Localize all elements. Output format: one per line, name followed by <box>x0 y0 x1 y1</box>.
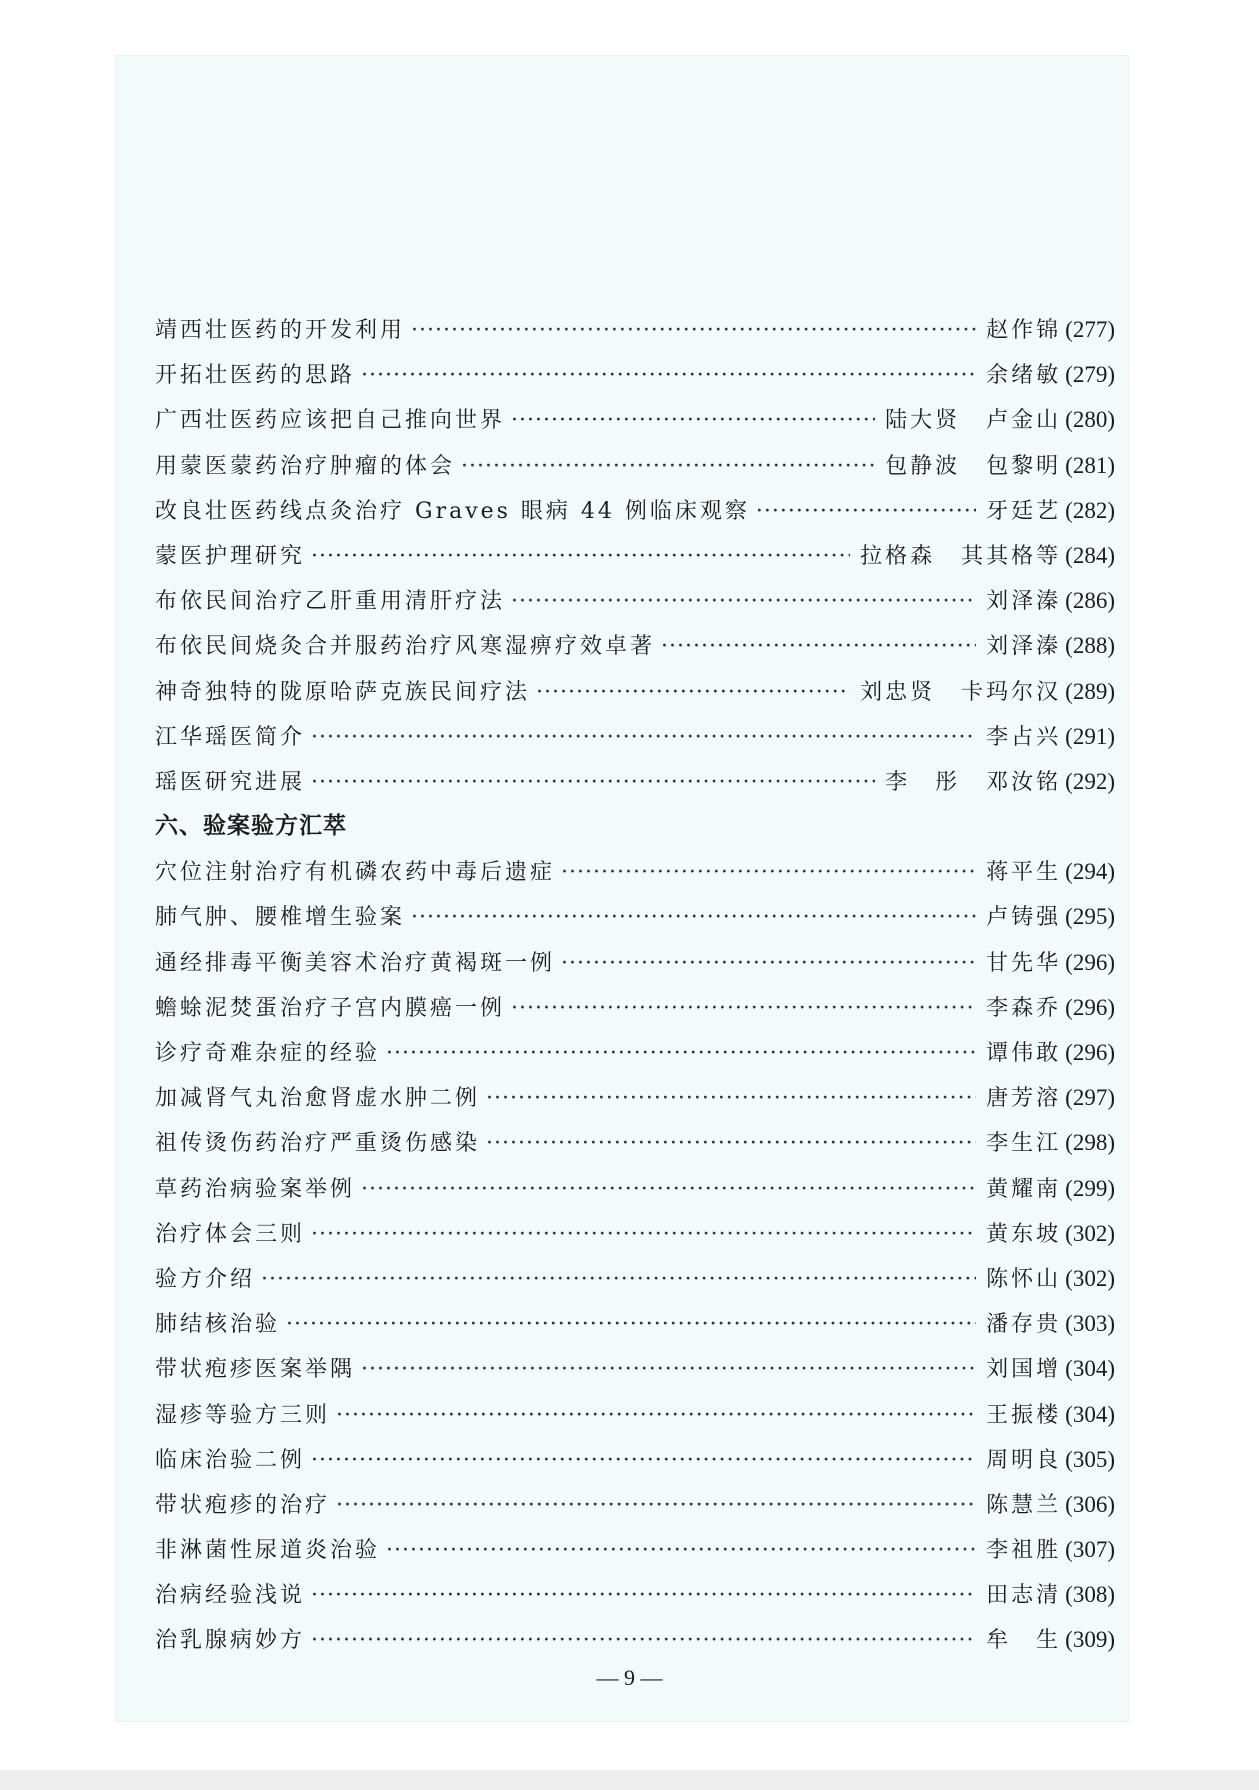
toc-entry-title: 非淋菌性尿道炎治验 <box>155 1538 381 1564</box>
toc-entry-authors <box>986 1573 1061 1618</box>
toc-entry <box>155 1301 1115 1346</box>
author-name: 邓汝铭 <box>986 769 1062 795</box>
author-name: 卢金山 <box>986 408 1062 434</box>
toc-entry-title: 江华瑶医简介 <box>155 724 306 750</box>
dot-leader <box>486 1121 976 1166</box>
toc-entry-page: (296) <box>1065 949 1115 975</box>
toc-entry <box>155 443 1115 488</box>
toc-entry <box>155 1437 1115 1482</box>
author-name: 卢铸强 <box>986 905 1062 931</box>
table-of-contents <box>155 307 1115 1663</box>
toc-entry-page: (292) <box>1065 768 1115 794</box>
toc-entry <box>155 1527 1115 1572</box>
toc-entry-page: (280) <box>1065 407 1115 433</box>
page-number: — 9 — <box>596 1665 663 1690</box>
toc-entry-authors <box>986 353 1061 398</box>
toc-entry-title: 布依民间烧灸合并服药治疗风寒湿痹疗效卓著 <box>155 634 656 660</box>
toc-entry-authors <box>860 534 1061 579</box>
author-name: 刘忠贤 <box>860 679 936 705</box>
section-heading: 六、验案验方汇萃 <box>155 813 347 840</box>
toc-entry-authors <box>986 1438 1061 1483</box>
author-name: 黄耀南 <box>986 1176 1062 1202</box>
dot-leader <box>511 398 875 443</box>
toc-entry-title: 治疗体会三则 <box>155 1221 306 1247</box>
toc-entry-page: (289) <box>1065 678 1115 704</box>
toc-entry-title: 布依民间治疗乙肝重用清肝疗法 <box>155 589 506 615</box>
author-name: 包黎明 <box>986 453 1062 479</box>
dot-leader <box>386 1031 976 1076</box>
toc-entry-title: 广西壮医药应该把自己推向世界 <box>155 408 506 434</box>
toc-entry-title: 神奇独特的陇原哈萨克族民间疗法 <box>155 679 531 705</box>
toc-entry-title: 加减肾气丸治愈肾虚水肿二例 <box>155 1086 481 1112</box>
toc-entry-title: 草药治病验案举例 <box>155 1176 356 1202</box>
dot-leader <box>511 986 976 1031</box>
author-name: 李生江 <box>986 1131 1062 1157</box>
toc-entry-authors <box>986 1167 1061 1212</box>
author-name: 陆大贤 <box>885 408 961 434</box>
toc-entry <box>155 488 1115 533</box>
toc-entry <box>155 1392 1115 1437</box>
toc-entry-page: (294) <box>1065 859 1115 885</box>
toc-entry-title: 蒙医护理研究 <box>155 543 306 569</box>
toc-entry-page: (309) <box>1065 1627 1115 1653</box>
dot-leader <box>361 353 976 398</box>
toc-entry <box>155 759 1115 804</box>
dot-leader <box>311 760 875 805</box>
dot-leader <box>461 444 875 489</box>
toc-entry <box>155 397 1115 442</box>
dot-leader <box>411 895 976 940</box>
dot-leader <box>336 1483 976 1528</box>
toc-entry <box>155 533 1115 578</box>
dot-leader <box>361 1167 976 1212</box>
dot-leader <box>561 850 976 895</box>
toc-entry-page: (303) <box>1065 1311 1115 1337</box>
author-name: 陈慧兰 <box>986 1492 1062 1518</box>
toc-entry <box>155 352 1115 397</box>
toc-entry-authors <box>986 941 1061 986</box>
dot-leader <box>311 1573 976 1618</box>
toc-entry-page: (305) <box>1065 1446 1115 1472</box>
toc-entry-authors <box>986 1618 1061 1663</box>
toc-entry-authors <box>885 398 1061 443</box>
scan-edge <box>0 1770 1259 1790</box>
dot-leader <box>311 715 976 760</box>
author-name: 刘泽溱 <box>986 589 1062 615</box>
toc-entry-authors <box>986 850 1061 895</box>
toc-entry-page: (286) <box>1065 588 1115 614</box>
dot-leader <box>361 1347 976 1392</box>
toc-entry <box>155 1482 1115 1527</box>
toc-entry-authors <box>986 1121 1061 1166</box>
author-name: 拉格森 <box>860 543 936 569</box>
toc-entry-authors <box>986 1483 1061 1528</box>
author-name: 刘国增 <box>986 1357 1062 1383</box>
dot-leader <box>261 1257 976 1302</box>
toc-entry-authors <box>986 1031 1061 1076</box>
toc-entry-title: 改良壮医药线点灸治疗 Graves 眼病 44 例临床观察 <box>155 498 750 524</box>
author-name: 王振楼 <box>986 1402 1062 1428</box>
toc-entry-page: (307) <box>1065 1537 1115 1563</box>
dot-leader <box>561 941 976 986</box>
toc-entry-title: 通经排毒平衡美容术治疗黄褐斑一例 <box>155 950 556 976</box>
toc-entry-title: 穴位注射治疗有机磷农药中毒后遗症 <box>155 860 556 886</box>
toc-entry-authors <box>986 1528 1061 1573</box>
dot-leader <box>756 489 976 534</box>
dot-leader <box>286 1302 976 1347</box>
author-name: 李占兴 <box>986 724 1062 750</box>
toc-entry-page: (296) <box>1065 994 1115 1020</box>
toc-entry <box>155 1346 1115 1391</box>
toc-entry-title: 临床治验二例 <box>155 1447 306 1473</box>
author-name: 李森乔 <box>986 995 1062 1021</box>
dot-leader <box>311 1438 976 1483</box>
toc-entry-page: (308) <box>1065 1582 1115 1608</box>
toc-entry-page: (302) <box>1065 1220 1115 1246</box>
author-name: 黄东坡 <box>986 1221 1062 1247</box>
author-name: 周明良 <box>986 1447 1062 1473</box>
toc-entry-authors <box>885 444 1061 489</box>
toc-entry-title: 靖西壮医药的开发利用 <box>155 318 406 343</box>
author-name: 甘先华 <box>986 950 1062 976</box>
toc-entry <box>155 714 1115 759</box>
toc-entry <box>155 1075 1115 1120</box>
toc-entry <box>155 1256 1115 1301</box>
toc-entry <box>155 1572 1115 1617</box>
toc-entry <box>155 985 1115 1030</box>
author-name: 陈怀山 <box>986 1266 1062 1292</box>
dot-leader <box>511 579 976 624</box>
toc-entry-page: (299) <box>1065 1175 1115 1201</box>
toc-entry-authors <box>986 579 1061 624</box>
toc-entries-group <box>155 307 1115 804</box>
dot-leader <box>311 1212 976 1257</box>
toc-entry <box>155 1211 1115 1256</box>
toc-entry-page: (296) <box>1065 1040 1115 1065</box>
toc-entry-page: (298) <box>1065 1130 1115 1156</box>
toc-entry-authors <box>986 1212 1061 1257</box>
toc-entry-authors <box>986 715 1061 760</box>
toc-entry-authors <box>986 1393 1061 1438</box>
toc-entry-page: (302) <box>1065 1265 1115 1291</box>
toc-entry-title: 验方介绍 <box>155 1266 256 1292</box>
toc-entry-authors <box>986 308 1061 353</box>
toc-entry-authors <box>986 986 1061 1031</box>
author-name: 卡玛尔汉 <box>961 679 1062 705</box>
toc-entry-title: 祖传烫伤药治疗严重烫伤感染 <box>155 1131 481 1157</box>
toc-entry-page: (279) <box>1065 362 1115 388</box>
author-name: 包静波 <box>885 453 961 479</box>
toc-entry-title: 治病经验浅说 <box>155 1583 306 1609</box>
toc-entry-page: (304) <box>1065 1401 1115 1427</box>
toc-entry <box>155 849 1115 894</box>
author-name: 唐芳溶 <box>986 1086 1062 1112</box>
toc-entry-authors <box>986 1076 1061 1121</box>
toc-entry-title: 治乳腺病妙方 <box>155 1628 306 1654</box>
toc-entry <box>155 1120 1115 1165</box>
toc-entry-title: 带状疱疹医案举隅 <box>155 1357 356 1383</box>
toc-entry <box>155 1166 1115 1211</box>
toc-entry-title: 带状疱疹的治疗 <box>155 1492 331 1518</box>
author-name: 牟 生 <box>986 1628 1062 1654</box>
dot-leader <box>311 534 850 579</box>
dot-leader <box>336 1393 976 1438</box>
dot-leader <box>486 1076 976 1121</box>
toc-entry-page: (277) <box>1065 317 1115 342</box>
toc-entry-authors <box>986 1347 1061 1392</box>
author-name: 赵作锦 <box>986 318 1062 343</box>
author-name: 其其格等 <box>961 543 1062 569</box>
dot-leader <box>311 1618 976 1663</box>
toc-entry-page: (282) <box>1065 497 1115 523</box>
dot-leader <box>411 308 976 353</box>
author-name: 牙廷艺 <box>986 498 1062 524</box>
toc-entry-title: 瑶医研究进展 <box>155 769 306 795</box>
toc-entry-page: (306) <box>1065 1491 1115 1517</box>
author-name: 李祖胜 <box>986 1538 1062 1564</box>
toc-entry-authors <box>986 895 1061 940</box>
toc-entry-title: 诊疗奇难杂症的经验 <box>155 1041 381 1066</box>
toc-entry-page: (295) <box>1065 904 1115 930</box>
toc-entry <box>155 669 1115 714</box>
toc-entry-authors <box>986 624 1061 669</box>
dot-leader <box>661 624 976 669</box>
toc-entry-title: 蟾蜍泥焚蛋治疗子宫内膜癌一例 <box>155 995 506 1021</box>
toc-entry <box>155 623 1115 668</box>
toc-entry-title: 湿疹等验方三则 <box>155 1402 331 1428</box>
toc-entry-title: 开拓壮医药的思路 <box>155 363 356 389</box>
toc-entry <box>155 894 1115 939</box>
toc-entries-group <box>155 849 1115 1662</box>
toc-entry-page: (297) <box>1065 1085 1115 1111</box>
toc-entry-title: 肺结核治验 <box>155 1312 281 1338</box>
toc-entry-authors <box>885 760 1061 805</box>
toc-entry-page: (284) <box>1065 542 1115 568</box>
toc-entry <box>155 307 1115 352</box>
toc-entry-authors <box>986 1302 1061 1347</box>
author-name: 刘泽溱 <box>986 634 1062 660</box>
toc-entry-page: (291) <box>1065 723 1115 749</box>
toc-entry <box>155 578 1115 623</box>
toc-entry-title: 用蒙医蒙药治疗肿瘤的体会 <box>155 453 456 479</box>
toc-entry <box>155 1617 1115 1662</box>
author-name: 潘存贵 <box>986 1312 1062 1338</box>
author-name: 谭伟敢 <box>986 1041 1062 1066</box>
dot-leader <box>386 1528 976 1573</box>
toc-entry-authors <box>986 1257 1061 1302</box>
toc-entry-authors <box>986 489 1061 534</box>
author-name: 李 彤 <box>885 769 961 795</box>
toc-entry-title: 肺气肿、腰椎增生验案 <box>155 905 406 931</box>
toc-entry-page: (304) <box>1065 1356 1115 1382</box>
toc-entry <box>155 940 1115 985</box>
author-name: 蒋平生 <box>986 860 1062 886</box>
toc-entry-page: (288) <box>1065 633 1115 659</box>
author-name: 余绪敏 <box>986 363 1062 389</box>
author-name: 田志清 <box>986 1583 1062 1609</box>
toc-entry <box>155 1030 1115 1075</box>
toc-entry-authors <box>860 670 1061 715</box>
toc-entry-page: (281) <box>1065 452 1115 478</box>
dot-leader <box>536 670 850 715</box>
